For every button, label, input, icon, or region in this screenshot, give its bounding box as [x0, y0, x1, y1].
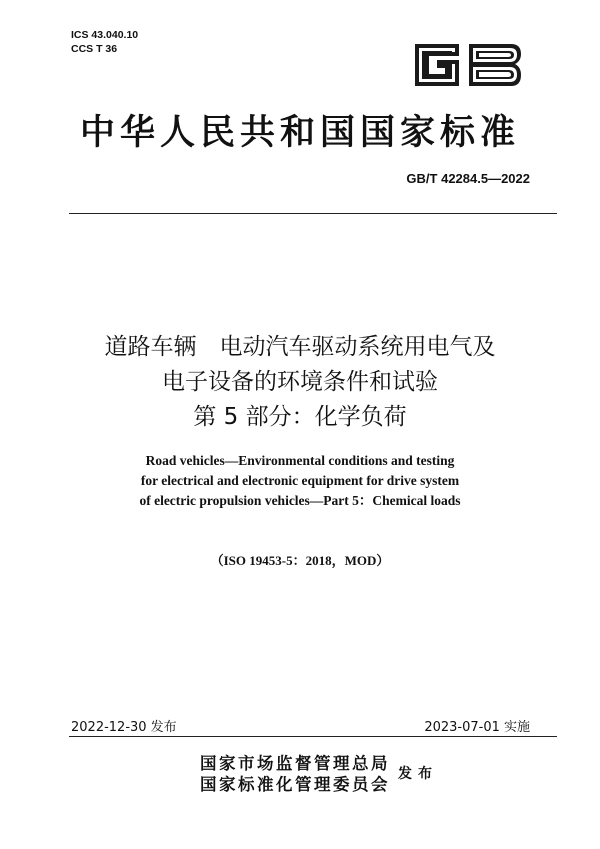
issue-date: 2022-12-30 发布 [71, 720, 177, 735]
classification-codes [71, 28, 138, 56]
standard-number: GB/T 42284.5—2022 [406, 171, 530, 186]
chinese-title-line: 电子设备的环境条件和试验 [162, 369, 438, 395]
publish-label: 发布 [398, 766, 438, 782]
iso-reference: （ISO 19453-5：2018，MOD） [210, 553, 390, 568]
ccs-code: CCS T 36 [71, 43, 118, 55]
top-divider [69, 213, 557, 214]
english-title [0, 451, 600, 511]
chinese-title-line: 第 5 部分：化学负荷 [193, 404, 407, 430]
ics-code: ICS 43.040.10 [71, 29, 139, 41]
standard-organization-heading: 中华人民共和国国家标准 [79, 112, 520, 153]
gb-logo [407, 40, 525, 90]
issuing-authorities [200, 753, 390, 795]
english-title-line: Road vehicles—Environmental conditions and testing [145, 453, 455, 468]
issuer-name: 国家市场监督管理总局 [200, 754, 390, 773]
english-title-line: of electric propulsion vehicles—Part 5：Chemical loads [139, 493, 461, 508]
chinese-title-line: 道路车辆 电动汽车驱动系统用电气及 [104, 334, 496, 360]
english-title-line: for electrical and electronic equipment for drive system [140, 473, 460, 488]
chinese-title [0, 330, 600, 435]
bottom-divider [69, 736, 557, 737]
issuer-name: 国家标准化管理委员会 [200, 775, 390, 794]
implementation-date: 2023-07-01 实施 [424, 720, 530, 735]
